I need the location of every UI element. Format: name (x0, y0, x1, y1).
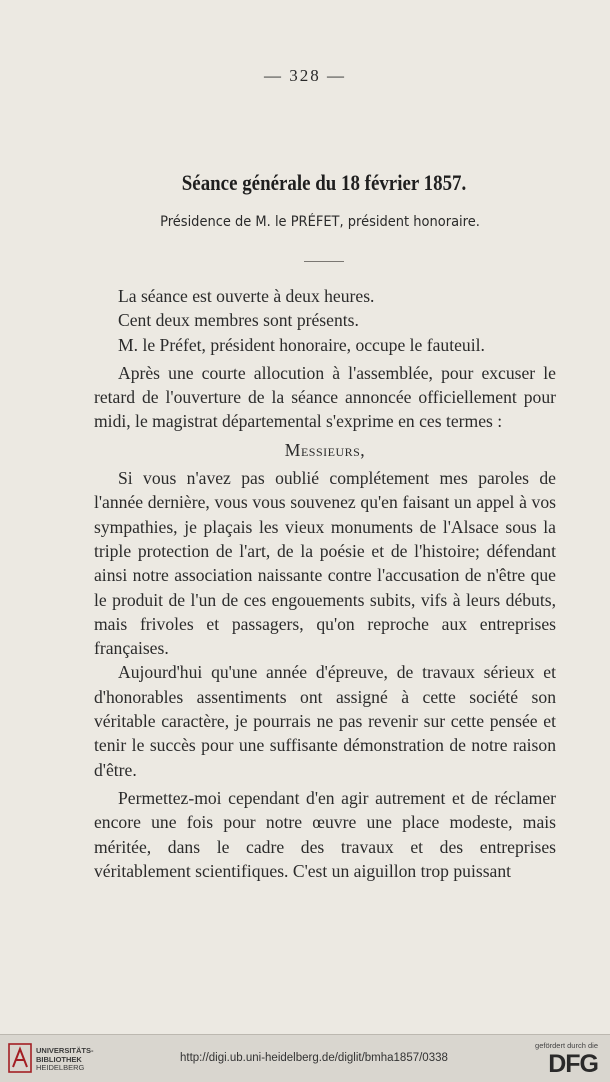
paragraph: Si vous n'avez pas oublié complétement mes paroles de l'année dernière, vous vous souvenez qu'en faisant un appel à vos sympathies, je plaçais les vieux monuments de l'Alsace sous la triple protection de l'art, de la poésie et de l'histoire; défendant ainsi notre association naissante contre l'accusation de n'être que le produit de l'un de ces engouements subits, vifs à leurs débuts, mais frivoles et passagers, qu'on reproche aux entreprises françaises. (94, 468, 556, 659)
section-subtitle: Présidence de M. le PRÉFET, président honoraire. (160, 214, 480, 230)
paragraph: Après une courte allocution à l'assemblée, pour excuser le retard de l'ouverture de la séance annoncée officiellement pour midi, le magistrat départemental s'exprime en ces termes : (94, 362, 556, 432)
paragraph: Aujourd'hui qu'une année d'épreuve, de travaux sérieux et d'honorables assentiments ont assigné à cette société son véritable caractère, je pourrais ne pas revenir sur cette pensée et tenir le succès pour une suffisante démonstration de notre raison d'être. (94, 662, 556, 780)
institution-line: BIBLIOTHEK (36, 1054, 82, 1064)
paragraph: Permettez-moi cependant d'en agir autrement et de réclamer encore une fois pour notre œuvre une place modeste, mais méritée, dans le cadre des travaux et des entreprises véritablement scientifiques. C'est un aiguillon trop puissant (94, 787, 556, 881)
paragraph: Cent deux membres sont présents. (118, 310, 359, 331)
institution-line: HEIDELBERG (36, 1063, 85, 1072)
funded-by-label: gefördert durch die (535, 1041, 598, 1050)
paragraph: M. le Préfet, président honoraire, occupe le fauteuil. (118, 334, 485, 355)
viewer-footer (0, 1034, 610, 1082)
permalink-url[interactable]: http://digi.ub.uni-heidelberg.de/diglit/bmha1857/0338 (180, 1052, 448, 1064)
dfg-logo[interactable]: DFG (548, 1050, 598, 1078)
institution-name (36, 1047, 94, 1073)
paragraph: La séance est ouverte à deux heures. (118, 286, 375, 306)
institution-line: UNIVERSITÄTS- (36, 1046, 94, 1055)
salutation: Messieurs, (284, 439, 366, 460)
section-title: Séance générale du 18 février 1857. (181, 170, 467, 195)
body-text (94, 284, 556, 883)
university-logo-icon[interactable] (8, 1043, 32, 1073)
page-number: — 328 — (264, 66, 346, 85)
separator-rule (304, 261, 344, 262)
